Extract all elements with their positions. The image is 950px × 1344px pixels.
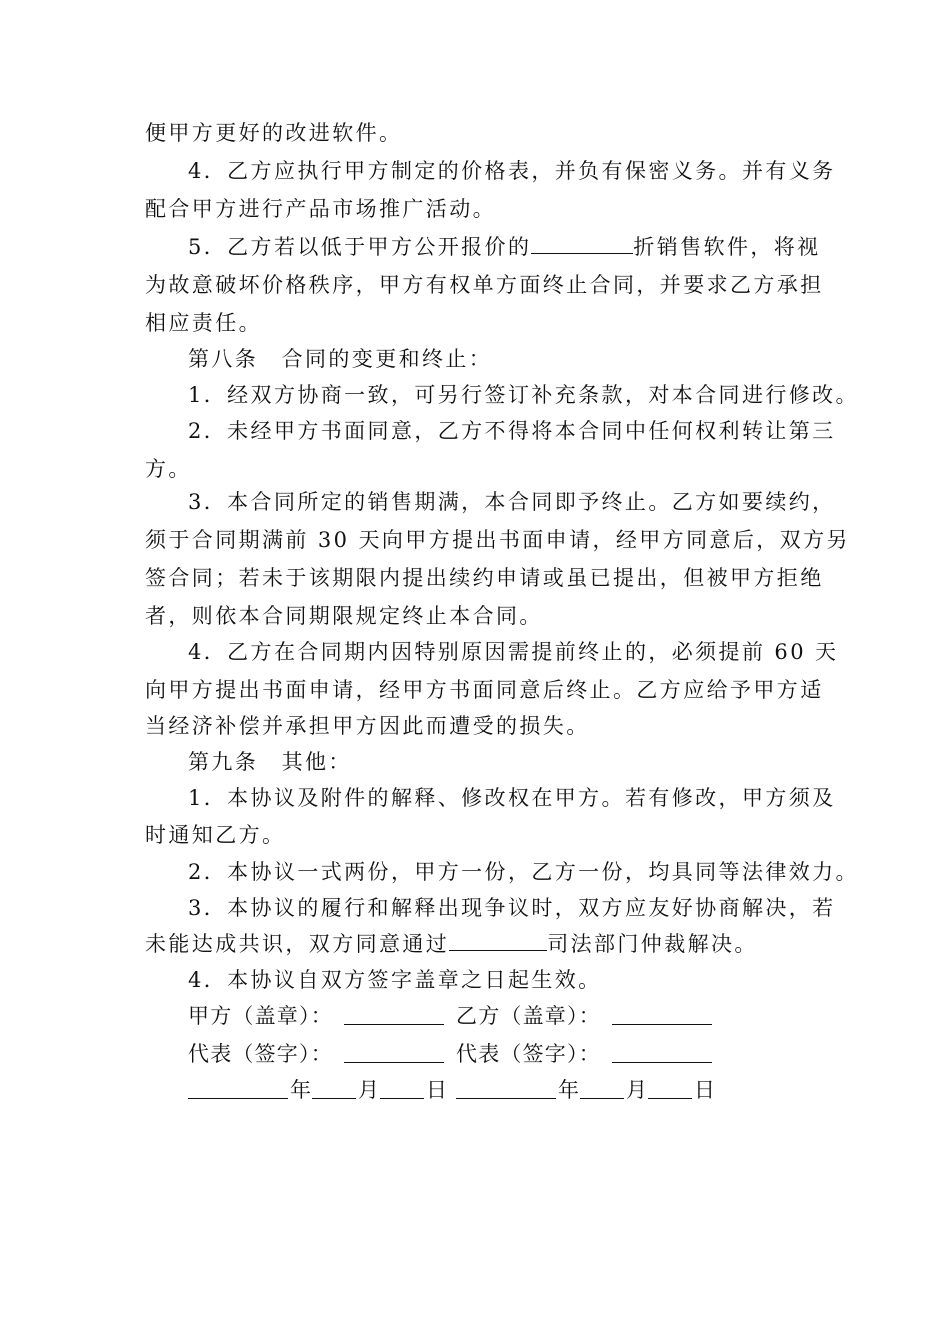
section-heading (188, 341, 492, 377)
party-b-seal-label: 乙方（盖章）： (456, 1004, 601, 1028)
party-a-day-blank (380, 1072, 424, 1099)
text: 相应责任。 (145, 311, 262, 335)
text: 折销售软件，将视 (633, 235, 821, 259)
text: 配合甲方进行产品市场推广活动。 (145, 197, 496, 221)
section-heading (188, 744, 352, 780)
text: 5．乙方若以低于甲方公开报价的 (188, 235, 532, 259)
party-b-year-label: 年 (558, 1078, 581, 1102)
party-a-seal-blank (344, 998, 444, 1025)
party-b-rep-label: 代表（签字）： (456, 1042, 601, 1066)
text: 4．乙方应执行甲方制定的价格表，并负有保密义务。并有义务 (188, 159, 836, 183)
paragraph-line (145, 672, 824, 708)
paragraph-line (145, 305, 262, 341)
text: 3．本合同所定的销售期满，本合同即予终止。乙方如要续约， (188, 490, 836, 514)
text: 3．本协议的履行和解释出现争议时，双方应友好协商解决，若 (188, 896, 836, 920)
fill-in-blank (449, 928, 547, 951)
paragraph-line (145, 451, 192, 487)
party-a-year-label: 年 (290, 1078, 313, 1102)
paragraph-line (188, 890, 836, 926)
paragraph-line (145, 191, 496, 227)
paragraph-line (145, 926, 758, 962)
text: 便甲方更好的改进软件。 (145, 121, 403, 145)
text: 第九条 其他： (188, 750, 352, 774)
text: 须于合同期满前 30 天向甲方提出书面申请，经甲方同意后，双方另 (145, 528, 850, 552)
text: 4．本协议自双方签字盖章之日起生效。 (188, 968, 602, 992)
text: 4．乙方在合同期内因特别原因需提前终止的，必须提前 60 天 (188, 640, 839, 664)
party-b-day-blank (648, 1072, 692, 1099)
party-b-month-label: 月 (626, 1078, 649, 1102)
paragraph-line (145, 115, 402, 151)
party-a-day-label: 日 (426, 1078, 449, 1102)
party-a-rep-label: 代表（签字）： (188, 1042, 333, 1066)
text: 未能达成共识，双方同意通过 (145, 932, 450, 956)
paragraph-line (145, 560, 824, 596)
text: 为故意破坏价格秩序，甲方有权单方面终止合同，并要求乙方承担 (145, 273, 824, 297)
paragraph-line (145, 267, 824, 303)
text: 1．经双方协商一致，可另行签订补充条款，对本合同进行修改。 (188, 383, 859, 407)
text: 2．本协议一式两份，甲方一份，乙方一份，均具同等法律效力。 (188, 860, 859, 884)
text: 2．未经甲方书面同意，乙方不得将本合同中任何权利转让第三 (188, 419, 836, 443)
paragraph-line (188, 377, 859, 413)
fill-in-blank (531, 231, 633, 254)
text: 者，则依本合同期限规定终止本合同。 (145, 604, 543, 628)
party-a-rep-blank (344, 1036, 444, 1063)
text: 时通知乙方。 (145, 823, 286, 847)
text: 签合同；若未于该期限内提出续约申请或虽已提出，但被甲方拒绝 (145, 566, 824, 590)
paragraph-line (145, 708, 590, 744)
party-b-day-label: 日 (694, 1078, 717, 1102)
party-a-month-blank (312, 1072, 356, 1099)
party-a-year-blank (188, 1072, 288, 1099)
party-a-month-label: 月 (358, 1078, 381, 1102)
paragraph-line (145, 598, 543, 634)
paragraph-line (188, 153, 836, 189)
paragraph-line (188, 634, 838, 670)
party-b-year-blank (456, 1072, 556, 1099)
paragraph-line (145, 817, 285, 853)
text: 1．本协议及附件的解释、修改权在甲方。若有修改，甲方须及 (188, 786, 836, 810)
paragraph-line (188, 780, 836, 816)
text: 第八条 合同的变更和终止： (188, 347, 493, 371)
text: 当经济补偿并承担甲方因此而遭受的损失。 (145, 714, 590, 738)
party-a-seal-label: 甲方（盖章）： (188, 1004, 333, 1028)
paragraph-line (188, 413, 836, 449)
text: 向甲方提出书面申请，经甲方书面同意后终止。乙方应给予甲方适 (145, 678, 824, 702)
paragraph-line (188, 229, 821, 265)
paragraph-line (188, 484, 836, 520)
paragraph-line (145, 522, 850, 558)
text: 方。 (145, 457, 192, 481)
party-b-rep-blank (612, 1036, 712, 1063)
text: 司法部门仲裁解决。 (547, 932, 758, 956)
party-b-seal-blank (612, 998, 712, 1025)
party-b-month-blank (580, 1072, 624, 1099)
paragraph-line (188, 854, 859, 890)
paragraph-line (188, 962, 602, 998)
